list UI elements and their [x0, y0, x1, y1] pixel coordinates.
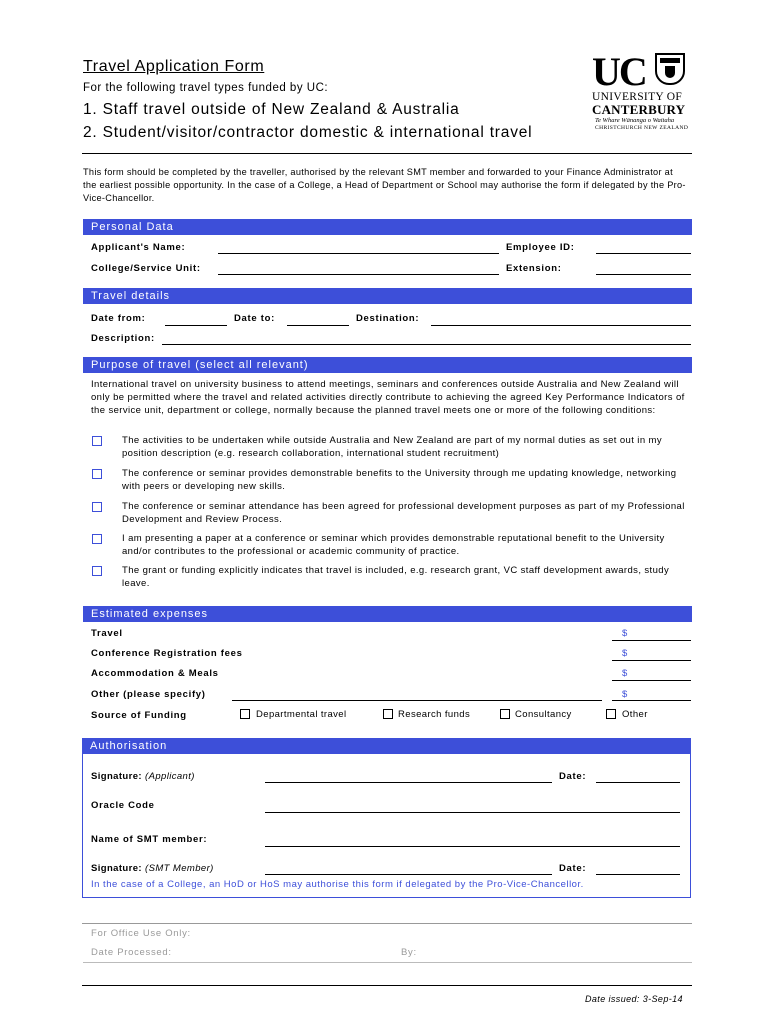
currency-symbol: $	[622, 689, 628, 700]
condition-text-5: The grant or funding explicitly indicates that travel is included, e.g. research grant, VC staff development awards, study leave.	[122, 565, 670, 589]
uc-logo	[592, 49, 692, 132]
date-issued: Date issued: 3-Sep-14	[585, 994, 683, 1004]
section-authorisation	[82, 738, 691, 754]
oracle-code-field[interactable]	[265, 812, 680, 813]
smt-date-label: Date:	[559, 863, 587, 874]
logo-uc-text: UC	[592, 49, 646, 94]
oracle-code-label: Oracle Code	[91, 800, 155, 811]
office-use-heading: For Office Use Only:	[91, 928, 191, 939]
expense-registration-field[interactable]	[612, 660, 691, 661]
intro-text: This form should be completed by the traveller, authorised by the relevant SMT member and forwarded to your Finance Administrator at the earliest possible opportunity. In the case of a College, a Head of Department or School may authorise the form if delegated by the Pro-Vice-Chancellor.	[83, 167, 686, 203]
smt-date-field[interactable]	[596, 874, 680, 875]
section-travel-details	[83, 288, 692, 304]
applicant-name-label: Applicant's Name:	[91, 242, 186, 253]
currency-symbol: $	[622, 628, 628, 639]
logo-line4: CHRISTCHURCH NEW ZEALAND	[595, 125, 689, 131]
expense-registration-label: Conference Registration fees	[91, 648, 243, 659]
condition-checkbox-2[interactable]	[92, 469, 102, 479]
logo-line1: UNIVERSITY OF	[592, 91, 683, 103]
applicant-name-field[interactable]	[218, 253, 499, 254]
condition-text-1: The activities to be undertaken while outside Australia and New Zealand are part of my normal duties as set out in my position description (e.g. research collaboration, international student recruitment)	[122, 435, 663, 459]
source-of-funding-label: Source of Funding	[91, 710, 187, 721]
processed-by-label: By:	[401, 947, 417, 958]
applicant-signature-label	[91, 770, 195, 783]
date-to-label: Date to:	[234, 313, 275, 324]
delegation-note: In the case of a College, an HoD or HoS may authorise this form if delegated by the Pro-Vice-Chancellor.	[91, 879, 584, 890]
condition-checkbox-5[interactable]	[92, 566, 102, 576]
funding-research-checkbox[interactable]	[383, 709, 393, 719]
date-processed-label: Date Processed:	[91, 947, 172, 958]
expense-travel-field[interactable]	[612, 640, 691, 641]
employee-id-field[interactable]	[596, 253, 691, 254]
crest-icon	[655, 53, 685, 85]
expense-other-label: Other (please specify)	[91, 689, 206, 700]
date-from-field[interactable]	[165, 325, 227, 326]
section-personal-data	[83, 219, 692, 235]
currency-symbol: $	[622, 668, 628, 679]
condition-text-3: The conference or seminar attendance has been agreed for professional development purposes as part of my Professional Development and Review Process.	[122, 501, 685, 525]
footer-divider	[82, 985, 692, 986]
travel-type-2: 2. Student/visitor/contractor domestic & international travel	[83, 124, 533, 141]
college-label: College/Service Unit:	[91, 263, 201, 274]
expense-other-field[interactable]	[612, 700, 691, 701]
applicant-signature-field[interactable]	[265, 782, 552, 783]
funding-departmental-label: Departmental travel	[256, 709, 347, 720]
expense-accommodation-field[interactable]	[612, 680, 691, 681]
funding-departmental-checkbox[interactable]	[240, 709, 250, 719]
office-field-line	[83, 962, 692, 963]
description-label: Description:	[91, 333, 155, 344]
funding-other-label: Other	[622, 709, 648, 720]
applicant-note: (Applicant)	[145, 771, 195, 782]
purpose-text: International travel on university business to attend meetings, seminars and conferences outside Australia and New Zealand will only be permitted where the travel and related activities directly contribute to achieving the agreed Key Performance Indicators of the service unit, department or college, normally because the planned travel meets one or more of the following conditions:	[91, 379, 685, 416]
funding-research-label: Research funds	[398, 709, 471, 720]
signature-label: Signature:	[91, 863, 142, 874]
funding-other-checkbox[interactable]	[606, 709, 616, 719]
smt-name-label: Name of SMT member:	[91, 834, 208, 845]
condition-text-2: The conference or seminar provides demonstrable benefits to the University through me updating knowledge, networking with peers or developing new skills.	[122, 468, 677, 492]
extension-label: Extension:	[506, 263, 562, 274]
applicant-date-label: Date:	[559, 771, 587, 782]
section-heading: Personal Data	[91, 221, 174, 233]
smt-signature-label	[91, 862, 214, 875]
section-expenses	[83, 606, 692, 622]
extension-field[interactable]	[596, 274, 691, 275]
applicant-date-field[interactable]	[596, 782, 680, 783]
smt-name-field[interactable]	[265, 846, 680, 847]
signature-label: Signature:	[91, 771, 142, 782]
logo-line3: Te Whare Wānanga o Waitaha	[595, 117, 675, 124]
smt-signature-field[interactable]	[265, 874, 552, 875]
expense-accommodation-label: Accommodation & Meals	[91, 668, 219, 679]
section-heading: Travel details	[91, 290, 171, 302]
condition-text-4: I am presenting a paper at a conference or seminar which provides demonstrable reputational benefit to the University and/or contributes to the professional or academic community of practice.	[122, 533, 665, 557]
destination-field[interactable]	[431, 325, 691, 326]
condition-checkbox-4[interactable]	[92, 534, 102, 544]
logo-line2: CANTERBURY	[592, 102, 686, 117]
funding-consultancy-label: Consultancy	[515, 709, 572, 720]
section-heading: Authorisation	[90, 740, 168, 752]
expense-travel-label: Travel	[91, 628, 123, 639]
currency-symbol: $	[622, 648, 628, 659]
travel-type-1: 1. Staff travel outside of New Zealand & Australia	[83, 101, 460, 118]
section-heading: Purpose of travel (select all relevant)	[91, 359, 309, 371]
employee-id-label: Employee ID:	[506, 242, 575, 253]
funding-consultancy-checkbox[interactable]	[500, 709, 510, 719]
condition-checkbox-1[interactable]	[92, 436, 102, 446]
destination-label: Destination:	[356, 313, 420, 324]
description-field[interactable]	[162, 344, 691, 345]
office-divider-top	[82, 923, 692, 924]
form-title: Travel Application Form	[83, 58, 265, 75]
header-divider	[82, 153, 692, 154]
smt-note: (SMT Member)	[145, 863, 214, 874]
date-from-label: Date from:	[91, 313, 146, 324]
condition-checkbox-3[interactable]	[92, 502, 102, 512]
college-field[interactable]	[218, 274, 499, 275]
date-to-field[interactable]	[287, 325, 349, 326]
section-purpose	[83, 357, 692, 373]
expense-other-specify-field[interactable]	[232, 700, 602, 701]
section-heading: Estimated expenses	[91, 608, 209, 620]
form-subtitle: For the following travel types funded by UC:	[83, 82, 329, 94]
